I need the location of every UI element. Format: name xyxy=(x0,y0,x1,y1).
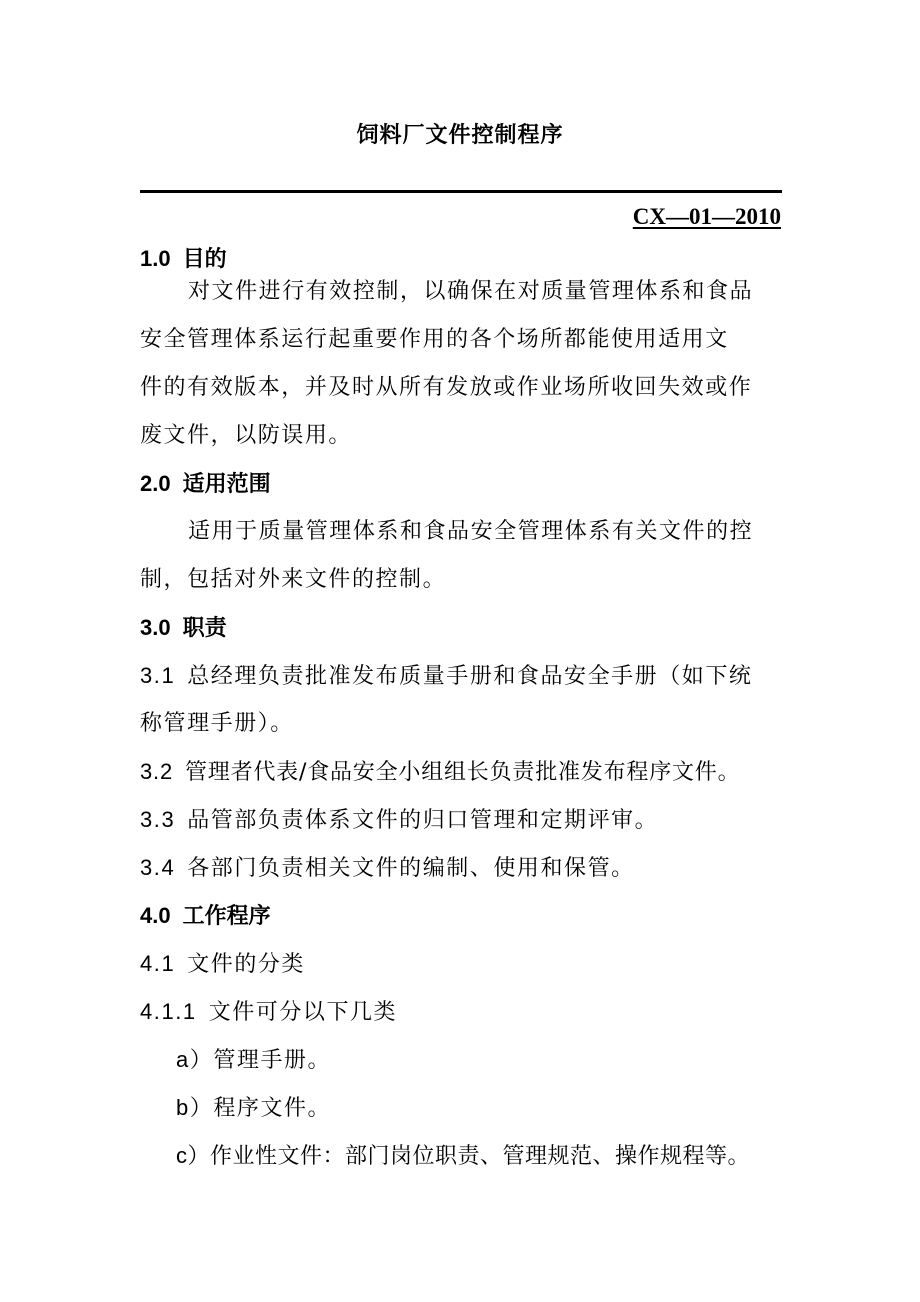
item-label: b xyxy=(176,1095,190,1120)
section-heading-2 xyxy=(140,469,271,499)
item-number: 3.4 xyxy=(140,855,176,880)
section-number: 2.0 xyxy=(140,471,171,496)
paragraph-line: 制，包括对外来文件的控制。 xyxy=(140,567,447,592)
item-label: a xyxy=(176,1047,190,1072)
section-title: 适用范围 xyxy=(182,472,271,497)
paragraph-line: 对文件进行有效控制，以确保在对质量管理体系和食品 xyxy=(188,279,754,304)
item-text: ）管理手册。 xyxy=(189,1048,332,1073)
item-text: 总经理负责批准发布质量手册和食品安全手册（如下统 xyxy=(187,664,753,689)
paragraph-line: 适用于质量管理体系和食品安全管理体系有关文件的控 xyxy=(188,519,754,544)
section-title: 工作程序 xyxy=(182,904,271,929)
list-item xyxy=(140,805,658,835)
item-number: 3.3 xyxy=(140,807,176,832)
paragraph-line: 件的有效版本，并及时从所有发放或作业场所收回失效或作 xyxy=(140,375,753,400)
item-text: ）程序文件。 xyxy=(189,1096,332,1121)
section-heading-3 xyxy=(140,613,227,643)
item-text: 各部门负责相关文件的编制、使用和保管。 xyxy=(187,856,635,881)
item-text: 文件可分以下几类 xyxy=(208,1000,398,1025)
paragraph-line: 安全管理体系运行起重要作用的各个场所都能使用适用文 xyxy=(140,327,729,352)
item-text: 文件的分类 xyxy=(187,952,305,977)
item-number: 3.1 xyxy=(140,663,176,688)
section-heading-1 xyxy=(140,244,227,274)
document-number: CX—01—2010 xyxy=(632,204,781,229)
item-number: 4.1 xyxy=(140,951,176,976)
item-number: 3.2 xyxy=(140,759,173,784)
paragraph-line: 废文件，以防误用。 xyxy=(140,423,352,448)
list-item-continuation: 称管理手册）。 xyxy=(140,711,294,736)
list-item xyxy=(176,1093,331,1123)
section-number: 3.0 xyxy=(140,615,171,640)
section-heading-4 xyxy=(140,901,271,931)
list-item xyxy=(140,853,635,883)
title-rule xyxy=(140,190,782,193)
list-item xyxy=(176,1141,750,1171)
subsection-heading xyxy=(140,997,397,1027)
section-title: 目的 xyxy=(182,247,227,272)
item-text: ）作业性文件：部门岗位职责、管理规范、操作规程等。 xyxy=(187,1144,751,1169)
item-text: 品管部负责体系文件的归口管理和定期评审。 xyxy=(187,808,659,833)
document-title: 饲料厂文件控制程序 xyxy=(356,123,564,148)
section-title: 职责 xyxy=(182,616,227,641)
list-item xyxy=(140,757,740,787)
section-number: 4.0 xyxy=(140,903,171,928)
list-item xyxy=(140,661,752,691)
list-item xyxy=(176,1045,331,1075)
item-text: 管理者代表/食品安全小组组长负责批准发布程序文件。 xyxy=(184,760,741,785)
subsection-heading xyxy=(140,949,305,979)
item-label: c xyxy=(176,1143,188,1168)
item-number: 4.1.1 xyxy=(140,999,197,1024)
section-number: 1.0 xyxy=(140,246,171,271)
